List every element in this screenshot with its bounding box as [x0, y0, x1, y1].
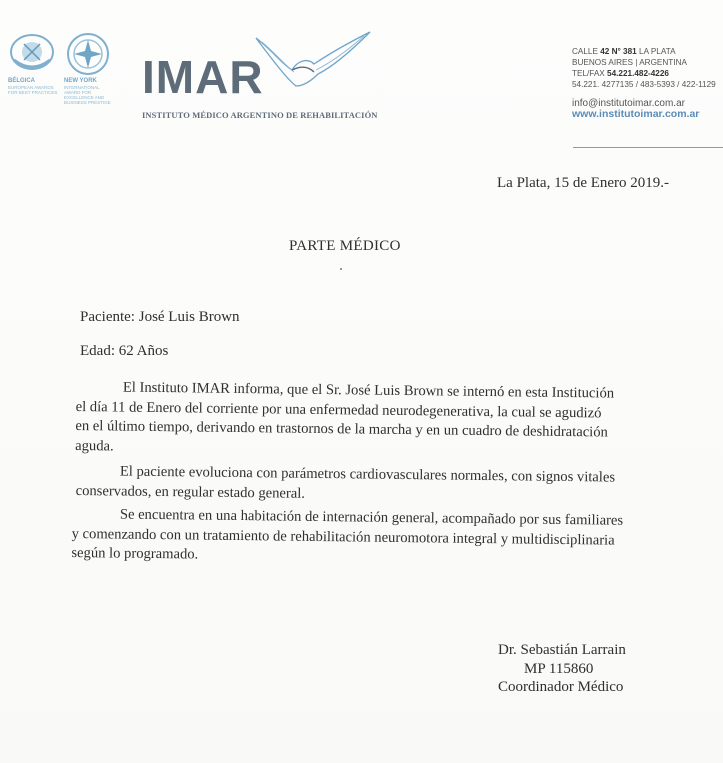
paragraph-line: y comenzando con un tratamiento de rehabilitación neuromotora integral y multidisciplinaria: [71, 525, 615, 549]
imar-logo-text: IMAR: [142, 51, 264, 103]
city-line: BUENOS AIRES | ARGENTINA: [572, 58, 687, 67]
signatory-role: Coordinador Médico: [498, 679, 624, 695]
address-line: CALLE 42 N° 381 LA PLATA: [572, 47, 676, 56]
signatory-license: MP 115860: [524, 660, 594, 677]
paragraph-line: Se encuentra en una habitación de internación general, acompañado por sus familiares: [119, 506, 624, 529]
contact-block: [572, 46, 716, 120]
paragraph-line: El Instituto IMAR informa, que el Sr. José Luis Brown se internó en esta Institución: [122, 379, 615, 402]
badge-subtitle-new-york: INTERNATIONAL AWARD FOR EXCELLENCE AND BUSINESS PRESTIGE: [64, 85, 111, 105]
badge-title-belgica: BÉLGICA: [8, 78, 35, 84]
institute-name: INSTITUTO MÉDICO ARGENTINO DE REHABILITACIÓN: [142, 110, 378, 120]
email-link[interactable]: info@institutoimar.com.ar: [572, 98, 685, 109]
patient-name: Paciente: José Luis Brown: [80, 309, 240, 325]
extra-phones-line: 54.221. 4277135 / 483-5393 / 422-1129: [572, 80, 716, 89]
award-badges: [6, 30, 116, 120]
paragraph-line: El paciente evoluciona con parámetros cardiovasculares normales, con signos vitales: [119, 463, 616, 486]
new-york-award-icon: [62, 30, 114, 80]
patient-age: Edad: 62 Años: [80, 343, 169, 359]
belgica-award-icon: [6, 30, 58, 80]
phone-line: TEL/FAX 54.221.482-4226: [572, 69, 669, 78]
bird-logo-icon: [252, 30, 372, 100]
paragraph-line: conservados, en regular estado general.: [75, 482, 306, 502]
badge-title-new-york: NEW YORK: [64, 78, 97, 84]
paragraph-line: el día 11 de Enero del corriente por una enfermedad neurodegenerativa, la cual se agudizó: [75, 398, 602, 421]
paragraph-2: [76, 462, 616, 508]
ink-dot: [340, 268, 342, 270]
letter-date: La Plata, 15 de Enero 2019.-: [497, 175, 670, 191]
paragraph-1: [75, 378, 614, 463]
paragraph-line: según lo programado.: [71, 544, 199, 563]
website-link[interactable]: www.institutoimar.com.ar: [572, 108, 700, 120]
paragraph-line: en el último tiempo, derivando en trastornos de la marcha y en un cuadro de deshidratación: [75, 417, 608, 441]
header-divider: [573, 147, 723, 148]
paragraph-line: aguda.: [75, 437, 114, 454]
paragraph-3: [71, 505, 623, 570]
signature-block: [498, 641, 626, 697]
signatory-name: Dr. Sebastián Larrain: [498, 642, 626, 658]
badge-subtitle-belgica: EUROPEAN AWARDS FOR BEST PRACTICES: [8, 85, 58, 95]
letter-heading: PARTE MÉDICO: [289, 238, 401, 254]
